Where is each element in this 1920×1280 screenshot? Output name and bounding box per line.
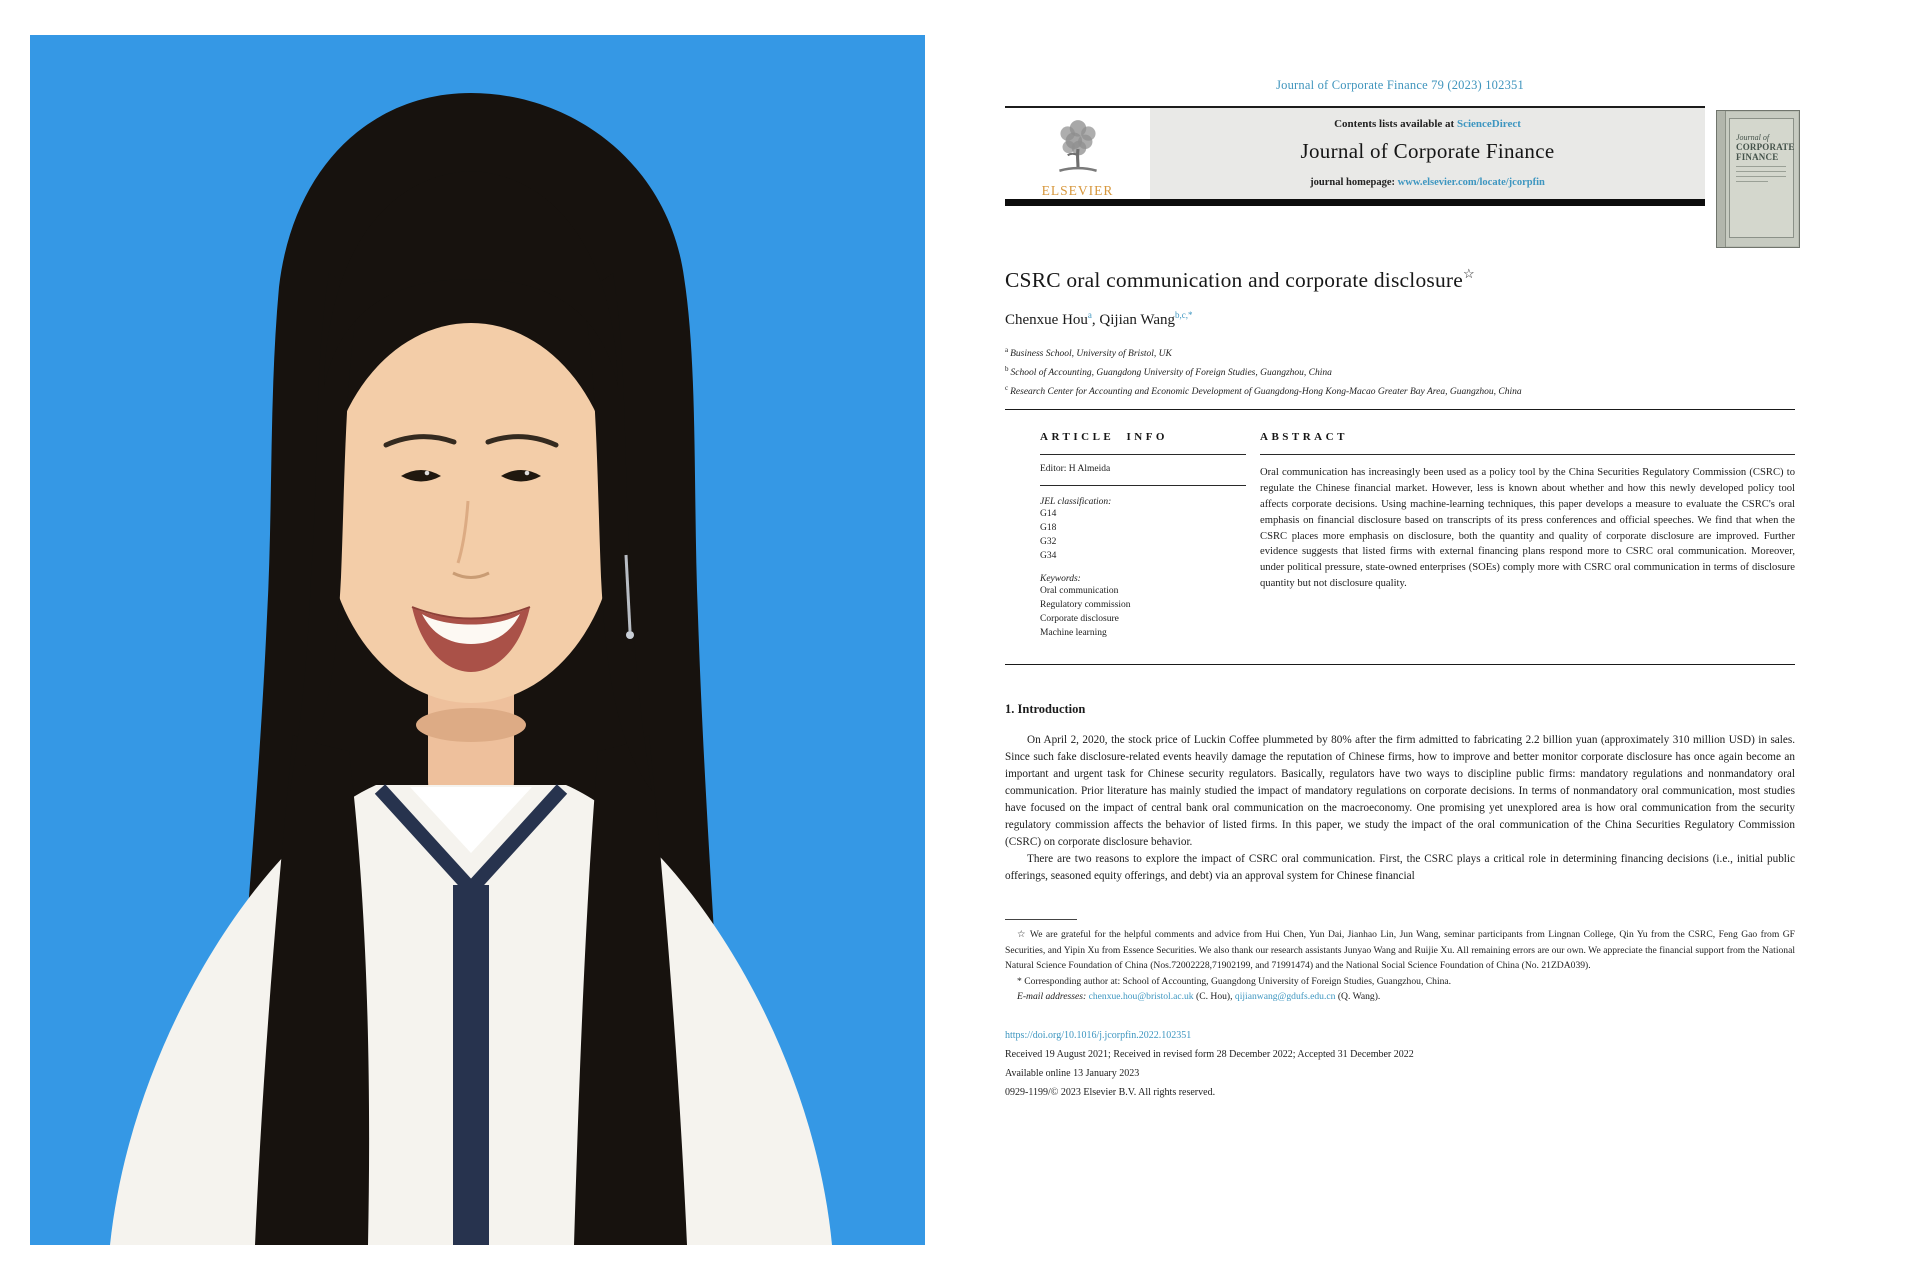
paper-title: CSRC oral communication and corporate disclosure☆: [1005, 266, 1475, 292]
keyword: Machine learning: [1040, 628, 1107, 638]
article-info-column: [1005, 410, 1260, 664]
email-link-wang[interactable]: qijianwang@gdufs.edu.cn: [1234, 991, 1336, 1003]
elsevier-wordmark: ELSEVIER: [1041, 183, 1114, 198]
author-1-sup: a: [1087, 310, 1092, 320]
masthead: [1005, 106, 1795, 206]
available-online-line: Available online 13 January 2023: [1005, 1067, 1140, 1079]
email-link-hou[interactable]: chenxue.hou@bristol.ac.uk: [1088, 991, 1194, 1003]
masthead-banner: [1150, 108, 1705, 199]
keywords-label: Keywords:: [1040, 574, 1081, 584]
affiliations: [1005, 343, 1795, 400]
affiliation-c: $^c$ Research Center for Accounting and Economic Development of Guangdong-Hong Kong-Macao Greater Bay Area, Guangzhou, China: [1005, 384, 1522, 397]
journal-ref: Journal of Corporate Finance 79 (2023) 102351: [1276, 78, 1524, 92]
footnotes: [1005, 919, 1795, 1005]
journal-name: Journal of Corporate Finance: [1300, 139, 1555, 163]
author-2-sup: b,c,*: [1175, 310, 1193, 320]
contents-line: Contents lists available at ScienceDirect: [1334, 118, 1521, 130]
author-1-name: Chenxue Hou: [1005, 312, 1088, 328]
footnote-corresponding: * Corresponding author at: School of Accounting, Guangdong University of Foreign Studies, Guangzhou, China.: [1017, 975, 1452, 987]
masthead-black-bar: [1005, 199, 1705, 206]
section-heading-introduction: 1. Introduction: [1005, 702, 1086, 716]
intro-paragraph-2: There are two reasons to explore the impact of CSRC oral communication. First, the CSRC plays a critical role in determining financing decisions (i.e., initial public offerings, seasoned equity offerings, and debt) via an approval system for Chinese financial: [1005, 853, 1795, 883]
portrait-photo: [30, 35, 925, 1245]
jel-code: G14: [1040, 509, 1057, 519]
keyword: Oral communication: [1040, 586, 1119, 596]
jel-code: G34: [1040, 551, 1057, 561]
authors-separator: ,: [1091, 312, 1100, 328]
received-line: Received 19 August 2021; Received in revised form 28 December 2022; Accepted 31 December 2022: [1005, 1048, 1414, 1060]
elsevier-logo: [1005, 108, 1150, 199]
article-info-heading: ARTICLE INFO: [1040, 431, 1168, 443]
cover-title-line3: FINANCE: [1736, 152, 1779, 162]
keyword: Corporate disclosure: [1040, 614, 1119, 624]
copyright-line: 0929-1199/© 2023 Elsevier B.V. All rights reserved.: [1005, 1086, 1216, 1098]
portrait-photo-svg: [30, 35, 925, 1245]
publication-details: [1005, 1026, 1795, 1102]
jel-code: G18: [1040, 523, 1057, 533]
authors-line: [1005, 310, 1795, 329]
intro-paragraph-1: On April 2, 2020, the stock price of Luckin Coffee plummeted by 80% after the firm admitted to fabricating 2.2 billion yuan (approximately 310 million USD) in sales. Since such fake disclosure-related events heavily damage the reputation of Chinese firms, how to improve and better monitor corporate disclosure has once again become an important and urgent task for Chinese security regulators. Basically, regulators have two ways to discipline public firms: mandatory regulations and nonmandatory oral communication. Prior literature has mainly studied the impact of mandatory regulations on corporate decisions. In terms of nonmandatory oral communication, most studies have focused on the impact of central bank oral communication on the macroeconomy. One promising yet unexplored area is how oral communication from the security regulatory commission affects the behavior of listed firms. In this paper, we study the impact of the oral communication of the China Securities Regulatory Commission (CSRC) on corporate disclosure behavior.: [1005, 734, 1795, 849]
jel-label: JEL classification:: [1040, 497, 1112, 507]
title-footnote-mark: ☆: [1463, 266, 1475, 281]
affiliation-b: $^b$ School of Accounting, Guangdong University of Foreign Studies, Guangzhou, China: [1005, 365, 1332, 378]
editor-line: Editor: H Almeida: [1040, 464, 1111, 474]
journal-cover-thumbnail: [1716, 110, 1800, 248]
info-abstract-section: [1005, 409, 1795, 665]
abstract-column: [1260, 410, 1795, 664]
footnote-divider: [1005, 919, 1077, 920]
cover-title-line2: CORPORATE: [1736, 142, 1795, 152]
affiliation-a: $^a$ Business School, University of Bristol, UK: [1005, 346, 1172, 359]
footnote-thanks: ☆ We are grateful for the helpful comments and advice from Hui Chen, Yun Dai, Jianhao Lin, Jun Wang, seminar participants from Lingnan College, Qin Yu from the CSRC, Feng Gao from GF Securities, and Yipin Xu from Essence Securities. We also thank our research assistants Junyao Wang and Ruijie Xu. All remaining errors are our own. We appreciate the financial support from the National Natural Science Foundation of China (Nos.72002228,71902199, and 71991474) and the National Social Science Foundation of China (No. 21ZDA039).: [1005, 929, 1795, 972]
abstract-text: Oral communication has increasingly been used as a policy tool by the China Securities Regulatory Commission (CSRC) to regulate the Chinese financial market. However, less is known about whether and how this newly developed policy tool affects corporate decisions. Using machine-learning techniques, this paper develops a measure to evaluate the CSRC's oral emphasis on financial disclosure based on transcripts of its press conferences and official speeches. We find that when the CSRC places more emphasis on disclosure, both the quantity and quality of corporate disclosure are improved. Further evidence suggests that listed firms with external financing plans respond more to CSRC oral communication. Moreover, under political pressure, state-owned enterprises (SOEs) comply more with CSRC oral communication in terms of disclosure quantity but not disclosure quality.: [1260, 467, 1795, 590]
doi-link[interactable]: https://doi.org/10.1016/j.jcorpfin.2022.102351: [1005, 1029, 1192, 1041]
paper-page: [1005, 78, 1795, 1102]
cover-title-line1: Journal of: [1736, 133, 1770, 142]
abstract-heading: ABSTRACT: [1260, 431, 1348, 443]
jel-code: G32: [1040, 537, 1057, 547]
homepage-line: journal homepage: www.elsevier.com/locate/jcorpfin: [1310, 177, 1545, 188]
author-2-name: Qijian Wang: [1099, 312, 1175, 328]
sciencedirect-link[interactable]: ScienceDirect: [1456, 118, 1521, 130]
keyword: Regulatory commission: [1040, 600, 1131, 610]
footnote-emails: E-mail addresses: chenxue.hou@bristol.ac.uk (C. Hou), qijianwang@gdufs.edu.cn (Q. Wang).: [1017, 991, 1381, 1003]
navy-ribbon: [453, 885, 489, 1245]
journal-homepage-link[interactable]: www.elsevier.com/locate/jcorpfin: [1397, 177, 1545, 188]
elsevier-tree-icon: [1046, 116, 1110, 180]
